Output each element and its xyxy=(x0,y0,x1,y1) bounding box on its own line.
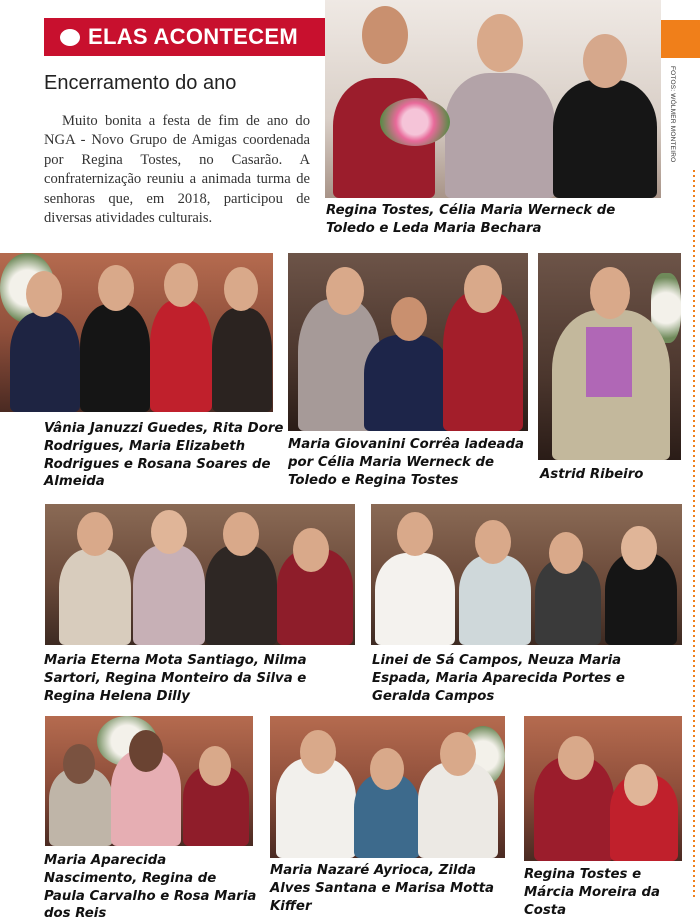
photo-8 xyxy=(270,716,505,858)
photo-7 xyxy=(45,716,253,846)
caption-1: Regina Tostes, Célia Maria Werneck de Toledo e Leda Maria Bechara xyxy=(326,203,616,236)
dotted-margin-line xyxy=(693,170,695,900)
section-header xyxy=(44,18,325,56)
photo-4 xyxy=(538,253,681,460)
photo-9 xyxy=(524,716,682,861)
photo-5 xyxy=(45,504,355,645)
photo-1 xyxy=(325,0,661,198)
caption-8: Maria Nazaré Ayrioca, Zilda Alves Santana e Marisa Motta Kiffer xyxy=(270,863,495,914)
caption-5: Maria Eterna Mota Santiago, Nilma Sartori, Regina Monteiro da Silva e Regina Helena Dilly xyxy=(44,653,307,704)
section-title: ELAS ACONTECEM xyxy=(88,24,298,49)
page-tab-marker xyxy=(660,20,700,58)
photo-credit: FOTOS: WÓLMER MONTEIRO xyxy=(669,66,676,163)
article-intro: Muito bonita a festa de fim de ano do NGA - Novo Grupo de Amigas coordenada por Regina Tostes, no Casarão. A confraternização reuniu a animada turma de senhoras que, em 2018, participou de diversas atividades culturais. xyxy=(44,113,310,227)
caption-9: Regina Tostes e Márcia Moreira da Costa xyxy=(524,867,660,918)
article-title: Encerramento do ano xyxy=(44,72,237,94)
caption-6: Linei de Sá Campos, Neuza Maria Espada, Maria Aparecida Portes e Geralda Campos xyxy=(372,653,625,704)
caption-7: Maria Aparecida Nascimento, Regina de Paula Carvalho e Rosa Maria dos Reis xyxy=(44,853,257,922)
photo-6 xyxy=(371,504,682,645)
photo-2 xyxy=(0,253,273,412)
photo-3 xyxy=(288,253,528,431)
bullet-icon xyxy=(60,29,80,46)
caption-2: Vânia Januzzi Guedes, Rita Dore Rodrigues, Maria Elizabeth Rodrigues e Rosana Soares de Almeida xyxy=(44,421,284,490)
caption-4: Astrid Ribeiro xyxy=(540,467,644,482)
caption-3: Maria Giovanini Corrêa ladeada por Célia Maria Werneck de Toledo e Regina Tostes xyxy=(288,437,525,488)
